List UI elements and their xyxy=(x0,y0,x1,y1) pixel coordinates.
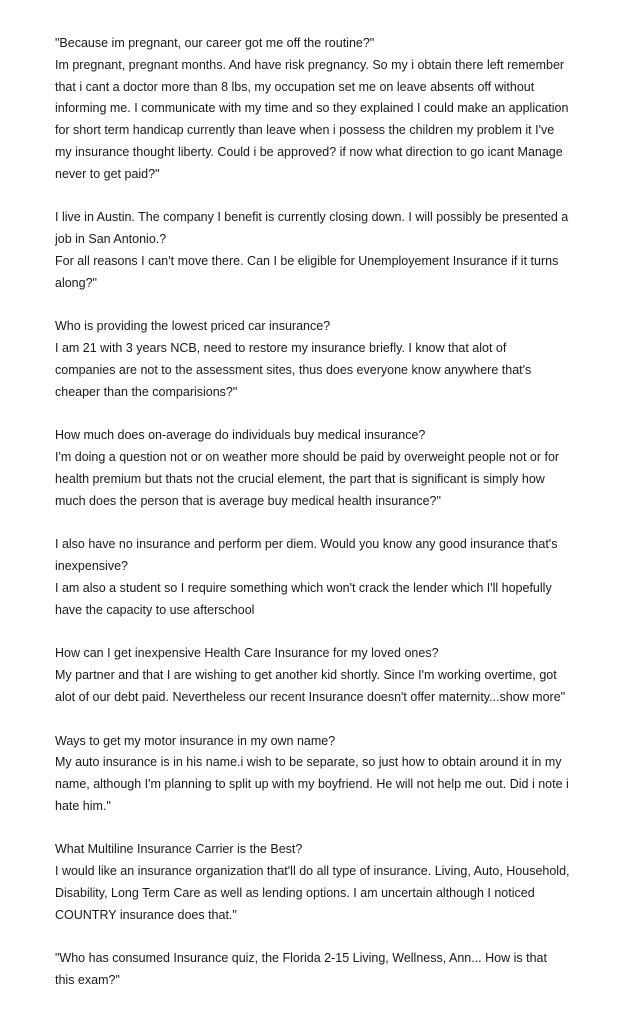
text-line: name, although I'm planning to split up with my boyfriend. He will not help me out. Did i note i xyxy=(55,777,569,792)
paragraph-1 xyxy=(55,33,600,186)
text-line: I'm doing a question not or on weather more should be paid by overweight people not or for xyxy=(55,450,560,465)
text-line: I am also a student so I require something which won't crack the lender which I'll hopefully xyxy=(55,580,552,595)
text-line: Im pregnant, pregnant months. And have risk pregnancy. So my i obtain there left remember xyxy=(55,57,565,72)
text-line: Ways to get my motor insurance in my own name? xyxy=(55,733,336,748)
text-line: much does the person that is average buy medical health insurance?" xyxy=(55,493,441,508)
paragraph-4 xyxy=(55,425,600,512)
text-line: I would like an insurance organization that'll do all type of insurance. Living, Auto, Household, xyxy=(55,864,570,879)
text-line: that i cant a doctor more than 8 lbs, my occupation set me on leave absents off without xyxy=(55,79,535,94)
text-line: How much does on-average do individuals buy medical insurance? xyxy=(55,428,426,443)
text-line: never to get paid?" xyxy=(55,166,160,181)
text-line: cheaper than the comparisions?" xyxy=(55,384,238,399)
text-line: have the capacity to use afterschool xyxy=(55,602,255,617)
text-line: companies are not to the assessment sites, thus does everyone know anywhere that's xyxy=(55,362,532,377)
text-line: along?" xyxy=(55,275,97,290)
text-line: I live in Austin. The company I benefit is currently closing down. I will possibly be presented a xyxy=(55,210,569,225)
text-line: My partner and that I are wishing to get another kid shortly. Since I'm working overtime, got xyxy=(55,668,557,683)
document-page xyxy=(55,33,600,1014)
text-line: How can I get inexpensive Health Care Insurance for my loved ones? xyxy=(55,646,439,661)
paragraph-9 xyxy=(55,948,600,992)
paragraph-7 xyxy=(55,731,600,818)
text-line: informing me. I communicate with my time and so they explained I could make an application xyxy=(55,101,569,116)
text-line: inexpensive? xyxy=(55,559,128,574)
text-line: for short term handicap currently than leave when i possess the children my problem it I've xyxy=(55,123,555,138)
text-line: Who is providing the lowest priced car insurance? xyxy=(55,319,331,334)
text-line: My auto insurance is in his name.i wish to be separate, so just how to obtain around it in my xyxy=(55,755,562,770)
text-line: COUNTRY insurance does that." xyxy=(55,907,237,922)
paragraph-3 xyxy=(55,316,600,403)
paragraph-6 xyxy=(55,643,600,708)
text-line: hate him." xyxy=(55,798,111,813)
text-line: this exam?" xyxy=(55,973,120,988)
text-line: I am 21 with 3 years NCB, need to restore my insurance briefly. I know that alot of xyxy=(55,341,507,356)
text-line: job in San Antonio.? xyxy=(55,232,167,247)
paragraph-2 xyxy=(55,207,600,294)
text-line: What Multiline Insurance Carrier is the Best? xyxy=(55,842,303,857)
text-line: my insurance thought liberty. Could i be approved? if now what direction to go icant Manage xyxy=(55,144,563,159)
paragraph-8 xyxy=(55,839,600,926)
paragraph-5 xyxy=(55,534,600,621)
text-line: health premium but thats not the crucial element, the part that is significant is simply how xyxy=(55,471,545,486)
text-line: "Because im pregnant, our career got me off the routine?" xyxy=(55,36,375,50)
text-line: alot of our debt paid. Nevertheless our recent Insurance doesn't offer maternity...show more" xyxy=(55,689,566,704)
text-line: I also have no insurance and perform per diem. Would you know any good insurance that's xyxy=(55,537,558,552)
text-line: For all reasons I can't move there. Can I be eligible for Unemployement Insurance if it turns xyxy=(55,253,559,268)
text-line: Disability, Long Term Care as well as lending options. I am uncertain although I noticed xyxy=(55,886,535,901)
text-line: "Who has consumed Insurance quiz, the Florida 2-15 Living, Wellness, Ann... How is that xyxy=(55,951,547,966)
